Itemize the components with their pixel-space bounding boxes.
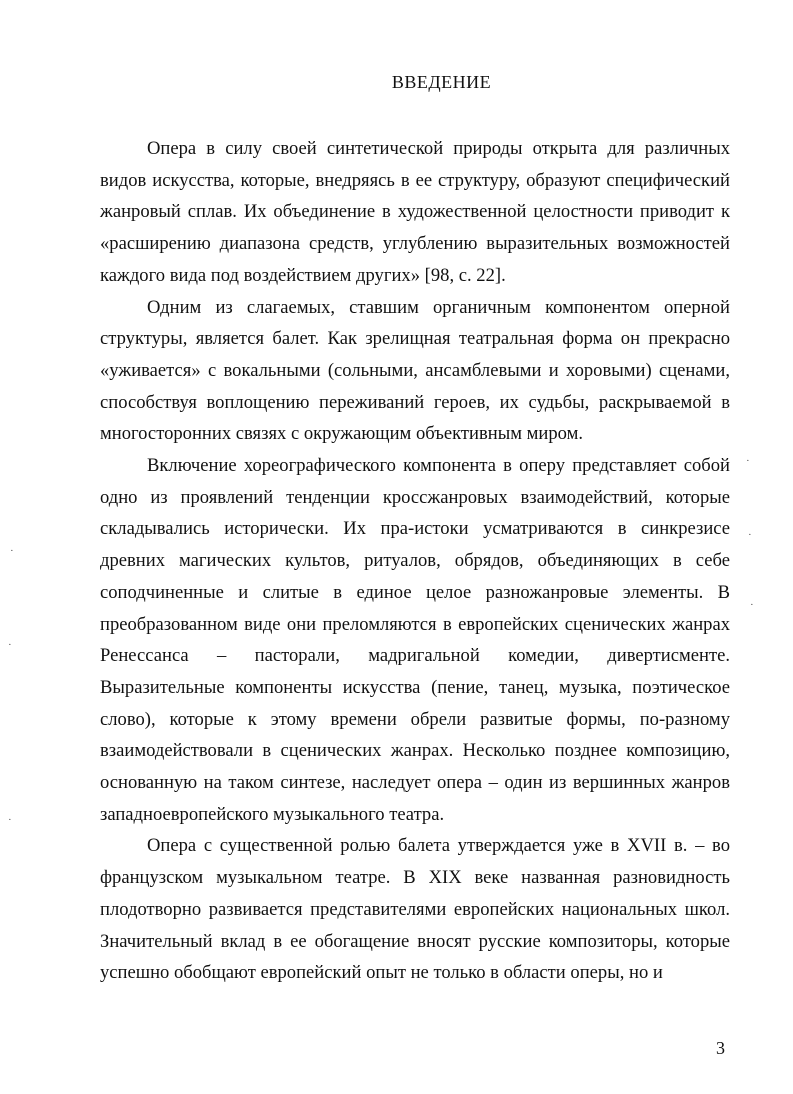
- paragraph-1: Опера в силу своей синтетической природы открыта для различных видов искусства, которые, внедряясь в ее структуру, образуют специфический жанровый сплав. Их объединение в художественной целостности приводит к «расширению диапазона средств, углублению выразительных возможностей каждого вида под воздействием других» [98, с. 22].: [100, 138, 730, 286]
- section-title: ВВЕДЕНИЕ: [391, 72, 492, 92]
- scan-speck: ·: [750, 599, 754, 611]
- page-number: 3: [716, 1038, 725, 1058]
- scan-speck: ·: [746, 455, 750, 467]
- paragraph-4: Опера с существенной ролью балета утверждается уже в XVII в. – во французском музыкальном театре. В XIX веке названная разновидность плодотворно развивается представителями европейских национальных школ. Значительный вклад в ее обогащение вносят русские композиторы, которые успешно обобщают европейский опыт не только в области оперы, но и: [100, 835, 730, 984]
- scan-speck: ·: [8, 639, 12, 651]
- scan-speck: ·: [8, 814, 12, 826]
- scan-speck: ·: [10, 545, 14, 557]
- scan-speck: ·: [748, 529, 752, 541]
- body-text: [100, 133, 730, 989]
- paragraph-3: Включение хореографического компонента в оперу представляет собой одно из проявлений тенденции кроссжанровых взаимодействий, которые складывались исторически. Их пра-истоки усматриваются в синкрезисе древних магических культов, ритуалов, обрядов, объединяющих в себе соподчиненные и слитые в единое целое разножанровые элементы. В преобразованном виде они преломляются в европейских сценических жанрах Ренессанса – пасторали, мадригальной комедии, дивертисменте. Выразительные компоненты искусства (пение, танец, музыка, поэтическое слово), которые к этому времени обрели развитые формы, по-разному взаимодействовали в сценических жанрах. Несколько позднее композицию, основанную на таком синтезе, наследует опера – один из вершинных жанров западноевропейского музыкального театра.: [100, 455, 730, 825]
- paragraph-2: Одним из слагаемых, ставшим органичным компонентом оперной структуры, является балет. Как зрелищная театральная форма он прекрасно «уживается» с вокальными (сольными, ансамблевыми и хоровыми) сценами, способствуя воплощению переживаний героев, их судьбы, раскрываемой в многосторонних связях с окружающим объективным миром.: [100, 296, 730, 445]
